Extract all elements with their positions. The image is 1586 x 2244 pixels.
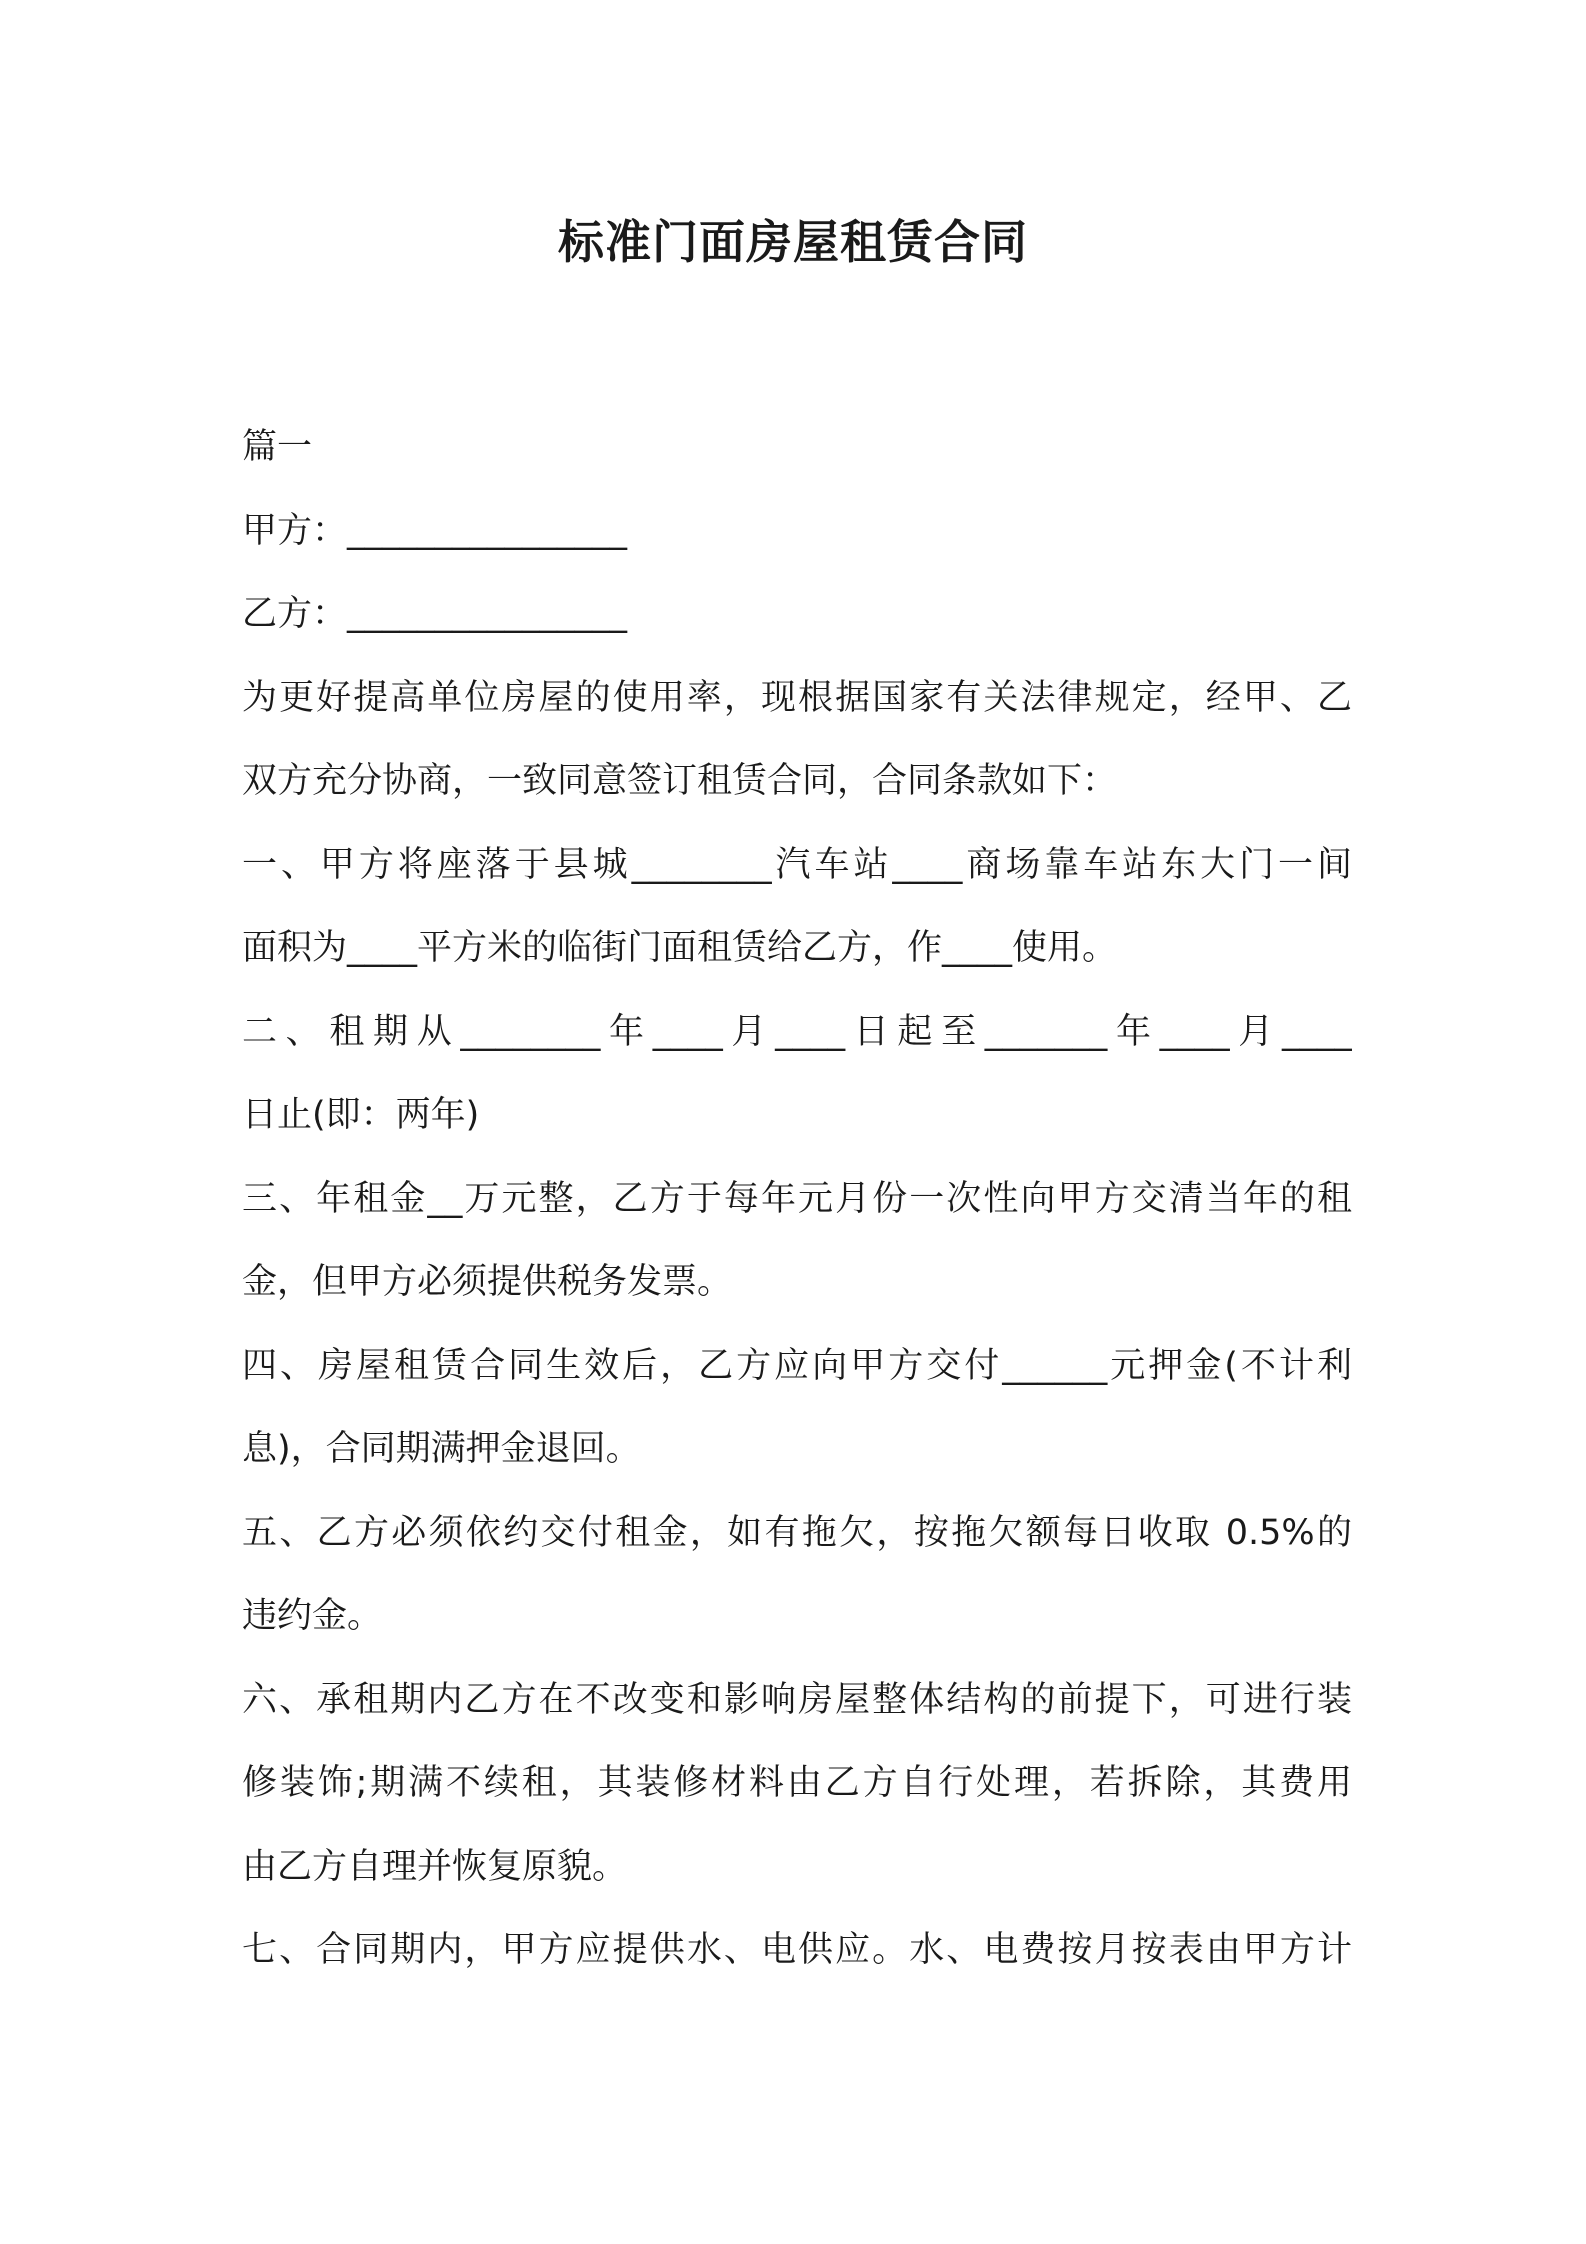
clause-4-line-1: 四、房屋租赁合同生效后，乙方应向甲方交付______元押金(不计利 <box>242 1345 1352 1386</box>
preamble-line-1: 为更好提高单位房屋的使用率，现根据国家有关法律规定，经甲、乙 <box>242 677 1352 718</box>
clause-3-line-1: 三、年租金__万元整，乙方于每年元月份一次性向甲方交清当年的租 <box>242 1178 1352 1219</box>
clause-2-line-1: 二、租期从________年____月____日起至_______年____月____ <box>242 1011 1352 1052</box>
clause-4-line-2: 息)，合同期满押金退回。 <box>242 1429 641 1469</box>
clause-5-line-2: 违约金。 <box>242 1596 383 1636</box>
clause-6-line-3: 由乙方自理并恢复原貌。 <box>242 1846 628 1887</box>
party-a-line: 甲方：________________ <box>242 510 628 551</box>
section-heading: 篇一 <box>242 427 313 467</box>
document-body <box>242 406 1352 1993</box>
preamble-line-2: 双方充分协商，一致同意签订租赁合同，合同条款如下： <box>242 761 1118 801</box>
document-title: 标准门面房屋租赁合同 <box>558 215 1028 269</box>
clause-7-line-1: 七、合同期内，甲方应提供水、电供应。水、电费按月按表由甲方计 <box>242 1930 1352 1970</box>
clause-1-line-2: 面积为____平方米的临街门面租赁给乙方，作____使用。 <box>242 928 1118 968</box>
clause-2-line-2: 日止(即：两年) <box>242 1095 480 1135</box>
party-b-line: 乙方：________________ <box>242 594 628 634</box>
clause-6-line-2: 修装饰;期满不续租，其装修材料由乙方自行处理，若拆除，其费用 <box>242 1763 1352 1803</box>
clause-5-line-1: 五、乙方必须依约交付租金，如有拖欠，按拖欠额每日收取 0.5%的 <box>242 1512 1352 1553</box>
clause-1-line-1: 一、甲方将座落于县城________汽车站____商场靠车站东大门一间 <box>242 844 1352 885</box>
clause-6-line-1: 六、承租期内乙方在不改变和影响房屋整体结构的前提下，可进行装 <box>242 1679 1352 1720</box>
clause-3-line-2: 金，但甲方必须提供税务发票。 <box>242 1262 733 1302</box>
